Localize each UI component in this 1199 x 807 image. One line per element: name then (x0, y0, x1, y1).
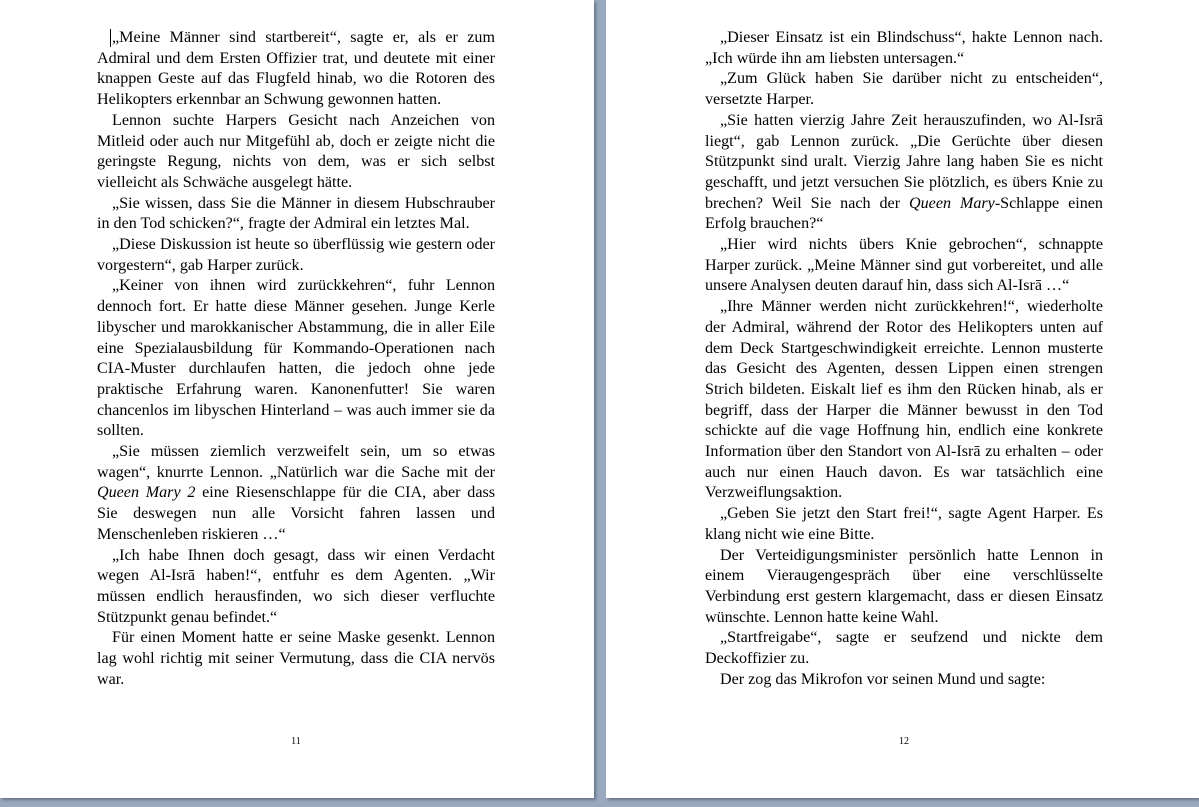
paragraph (705, 297, 1103, 504)
text-segment: „Sie müssen ziemlich verzweifelt sein, um so etwas wagen“, knurrte Lennon. „Natürlich war die Sache mit der (97, 443, 495, 481)
italic-text-segment: Queen Mary 2 (97, 484, 196, 502)
paragraph (705, 670, 1103, 691)
paragraph (705, 628, 1103, 669)
text-segment: „Ihre Männer werden nicht zurückkehren!“, wiederholte der Admiral, während der Rotor des Helikopters unten auf dem Deck Startgeschwindigkeit erreichte. Lennon musterte das Gesicht des Agenten, dessen Lippen einen strengen Strich bildeten. Eiskalt lief es ihm den Rücken hinab, als er begriff, dass der Harper die Männer bewusst in den Tod schickte auf die vage Hoffnung hin, endlich eine konkrete Information über den Standort von Al-Isrā zu erhalten – oder auch nur einen Hauch davon. Es war tatsächlich eine Verzweiflungsaktion. (705, 298, 1103, 502)
paragraph (97, 276, 495, 442)
paragraph (97, 28, 495, 111)
paragraph (97, 235, 495, 276)
paragraph (97, 111, 495, 194)
text-segment: „Meine Männer sind startbereit“, sagte er, als er zum Admiral und dem Ersten Offizier trat, und deutete mit einer knappen Geste auf das Flugfeld hinab, wo die Rotoren des Helikopters erkennbar an Schwung gewonnen hatten. (97, 29, 495, 109)
text-segment: „Keiner von ihnen wird zurückkehren“, fuhr Lennon dennoch fort. Er hatte diese Männer gesehen. Junge Kerle libyscher und marokkanischer Abstammung, die in aller Eile eine Spezialausbildung für Kommando-Operationen nach CIA-Muster durchlaufen hatten, die jedoch ohne jede praktische Erfahrung waren. Kanonenfutter! Sie waren chancenlos im libyschen Hinterland – was auch immer sie da sollten. (97, 277, 495, 440)
text-segment: „Zum Glück haben Sie darüber nicht zu entscheiden“, versetzte Harper. (705, 70, 1103, 109)
paragraph (705, 235, 1103, 297)
paragraph (97, 546, 495, 629)
paragraph (97, 628, 495, 690)
text-segment: -Schlappe einen Erfolg brauchen?“ (705, 194, 1103, 233)
text-segment: „Sie hatten vierzig Jahre Zeit herauszufinden, wo Al-Isrā liegt“, gab Lennon zurück. „Die Gerüchte über diesen Stützpunkt sind uralt. Vierzig Jahre lang haben Sie es nicht geschafft, und jetzt versuchen Sie plötzlich, es übers Knie zu brechen? Weil Sie nach der (705, 111, 1103, 212)
italic-text-segment: Queen Mary (909, 194, 995, 212)
text-segment: „Diese Diskussion ist heute so überflüssig wie gestern oder vorgestern“, gab Harper zurück. (97, 236, 495, 274)
page-left[interactable] (0, 0, 594, 798)
page-body[interactable] (705, 28, 1103, 691)
text-segment: Der Verteidigungsminister persönlich hatte Lennon in einem Vieraugengespräch über eine verschlüsselte Verbindung erst gestern klargemacht, dass er diesen Einsatz wünschte. Lennon hatte keine Wahl. (705, 546, 1103, 626)
text-cursor (110, 29, 111, 47)
paragraph (705, 546, 1103, 629)
text-segment: „Ich habe Ihnen doch gesagt, dass wir einen Verdacht wegen Al-Isrā haben!“, entfuhr es dem Agenten. „Wir müssen endlich herausfinden, wo sich dieser verfluchte Stützpunkt genau befindet.“ (97, 546, 495, 626)
paragraph (705, 69, 1103, 110)
page-number: 11 (291, 736, 301, 747)
text-segment: „Sie wissen, dass Sie die Männer in diesem Hubschrauber in den Tod schicken?“, fragte der Admiral ein letztes Mal. (97, 194, 495, 233)
paragraph (97, 442, 495, 546)
text-segment: Der zog das Mikrofon vor seinen Mund und sagte: (720, 670, 1046, 688)
text-segment: Für einen Moment hatte er seine Maske gesenkt. Lennon lag wohl richtig mit seiner Vermutung, dass die CIA nervös war. (97, 629, 495, 688)
paragraph (97, 194, 495, 235)
page-number: 12 (899, 736, 909, 747)
page-body[interactable] (97, 28, 495, 691)
text-segment: „Hier wird nichts übers Knie gebrochen“, schnappte Harper zurück. „Meine Männer sind gut vorbereitet, und alle unsere Analysen deuten darauf hin, dass sich Al-Isrā …“ (705, 236, 1103, 295)
paragraph (705, 111, 1103, 235)
text-segment: „Startfreigabe“, sagte er seufzend und nickte dem Deckoffizier zu. (705, 629, 1103, 668)
paragraph (705, 504, 1103, 545)
paragraph (705, 28, 1103, 69)
page-right[interactable] (606, 0, 1199, 798)
text-segment: eine Riesenschlappe für die CIA, aber dass Sie deswegen nun alle Vorsicht fahren lassen und Menschenleben riskieren …“ (97, 484, 495, 543)
text-segment: „Dieser Einsatz ist ein Blindschuss“, hakte Lennon nach. „Ich würde ihn am liebsten untersagen.“ (705, 29, 1103, 67)
text-segment: „Geben Sie jetzt den Start frei!“, sagte Agent Harper. Es klang nicht wie eine Bitte. (705, 505, 1103, 543)
text-segment: Lennon suchte Harpers Gesicht nach Anzeichen von Mitleid oder auch nur Mitgefühl ab, doch er zeigte nicht die geringste Regung, nichts von dem, was er sich selbst vielleicht als Schwäche ausgelegt hätte. (97, 111, 495, 191)
